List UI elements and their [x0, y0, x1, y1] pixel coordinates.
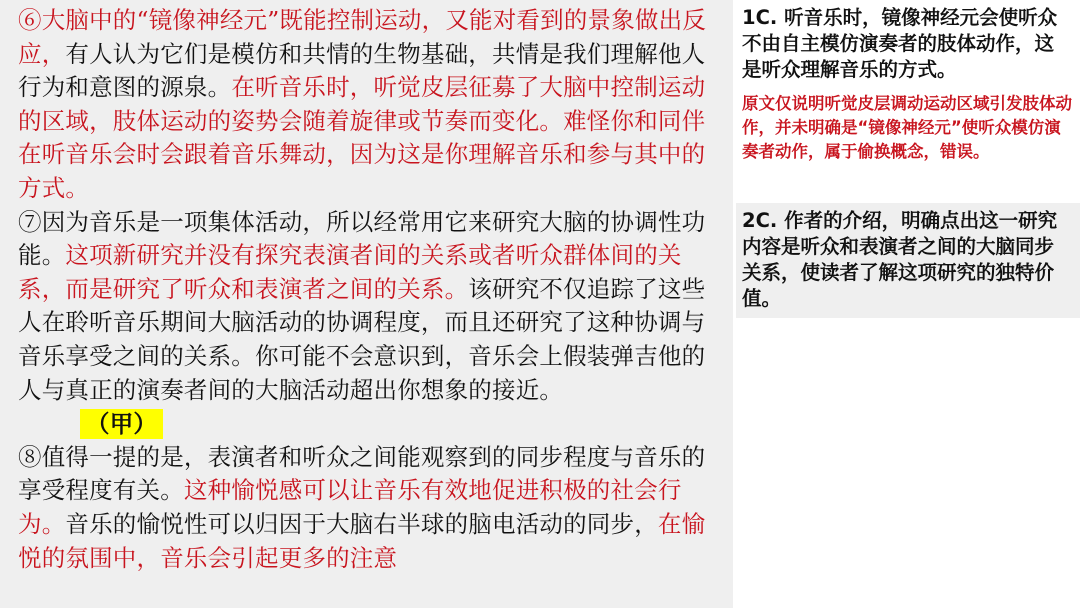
paragraph-6	[18, 4, 726, 206]
p7-text-2: 该研究不仅追踪了这些人在聆听音乐期间大脑活动的协调程度，而且还研究了这种协调与音乐享受之间的关系。你可能不会意识到，音乐会上假装弹吉他的人与真正的演奏者间的大脑活动超出你想象的接近。	[18, 274, 706, 404]
p6-highlight-1: ⑥大脑中的“镜像神经元”既能控制运动，又能对看到的景象做出反应，	[18, 6, 707, 68]
passage-text	[18, 4, 726, 575]
p6-highlight-2: 在听音乐时，听觉皮层征募了大脑中控制运动的区域，肢体运动的姿势会随着旋律或节奏而变化。	[18, 73, 706, 135]
p6-highlight-3: 难怪你和同伴在听音乐会时会跟着音乐舞动，因为这是你理解音乐和参与其中的方式。	[18, 106, 706, 202]
note-1c: 1C. 听音乐时，镜像神经元会使听众不由自主模仿演奏者的肢体动作，这是听众理解音乐的方式。	[742, 6, 1058, 81]
paragraph-8	[18, 441, 726, 575]
p8-text-1: ⑧值得一提的是，表演者和听众之间能观察到的同步程度与音乐的享受程度有关。	[18, 442, 706, 505]
p8-highlight-1: 这种愉悦感可以让音乐有效地促进积极的社会行为。	[18, 476, 682, 538]
note-1c-comment: 原文仅说明听觉皮层调动运动区域引发肢体动作，并未明确是“镜像神经元”使听众模仿演奏者动作，属于偷换概念，错误。	[742, 94, 1072, 161]
p7-highlight-1: 这项新研究并没有探究表演者间的关系或者听众群体间的关系，而是研究了听众和表演者之间的关系。	[18, 241, 682, 303]
p6-text-1: 有人认为它们是模仿和共情的生物基础，共情是我们理解他人行为和意图的源泉。	[18, 39, 706, 102]
p7-text-1: ⑦因为音乐是一项集体活动，所以经常用它来研究大脑的协调性功能。	[18, 207, 706, 270]
paragraph-7	[18, 206, 726, 408]
jia-label: （甲）	[80, 409, 163, 439]
p8-text-2: 音乐的愉悦性可以归因于大脑右半球的脑电活动的同步，	[65, 509, 658, 538]
jia-line	[18, 407, 726, 441]
note-2c: 2C. 作者的介绍，明确点出这一研究内容是听众和表演者之间的大脑同步关系，使读者了解这项研究的独特价值。	[742, 209, 1058, 310]
p8-highlight-2: 在愉悦的氛围中，音乐会引起更多的注意	[18, 509, 706, 572]
